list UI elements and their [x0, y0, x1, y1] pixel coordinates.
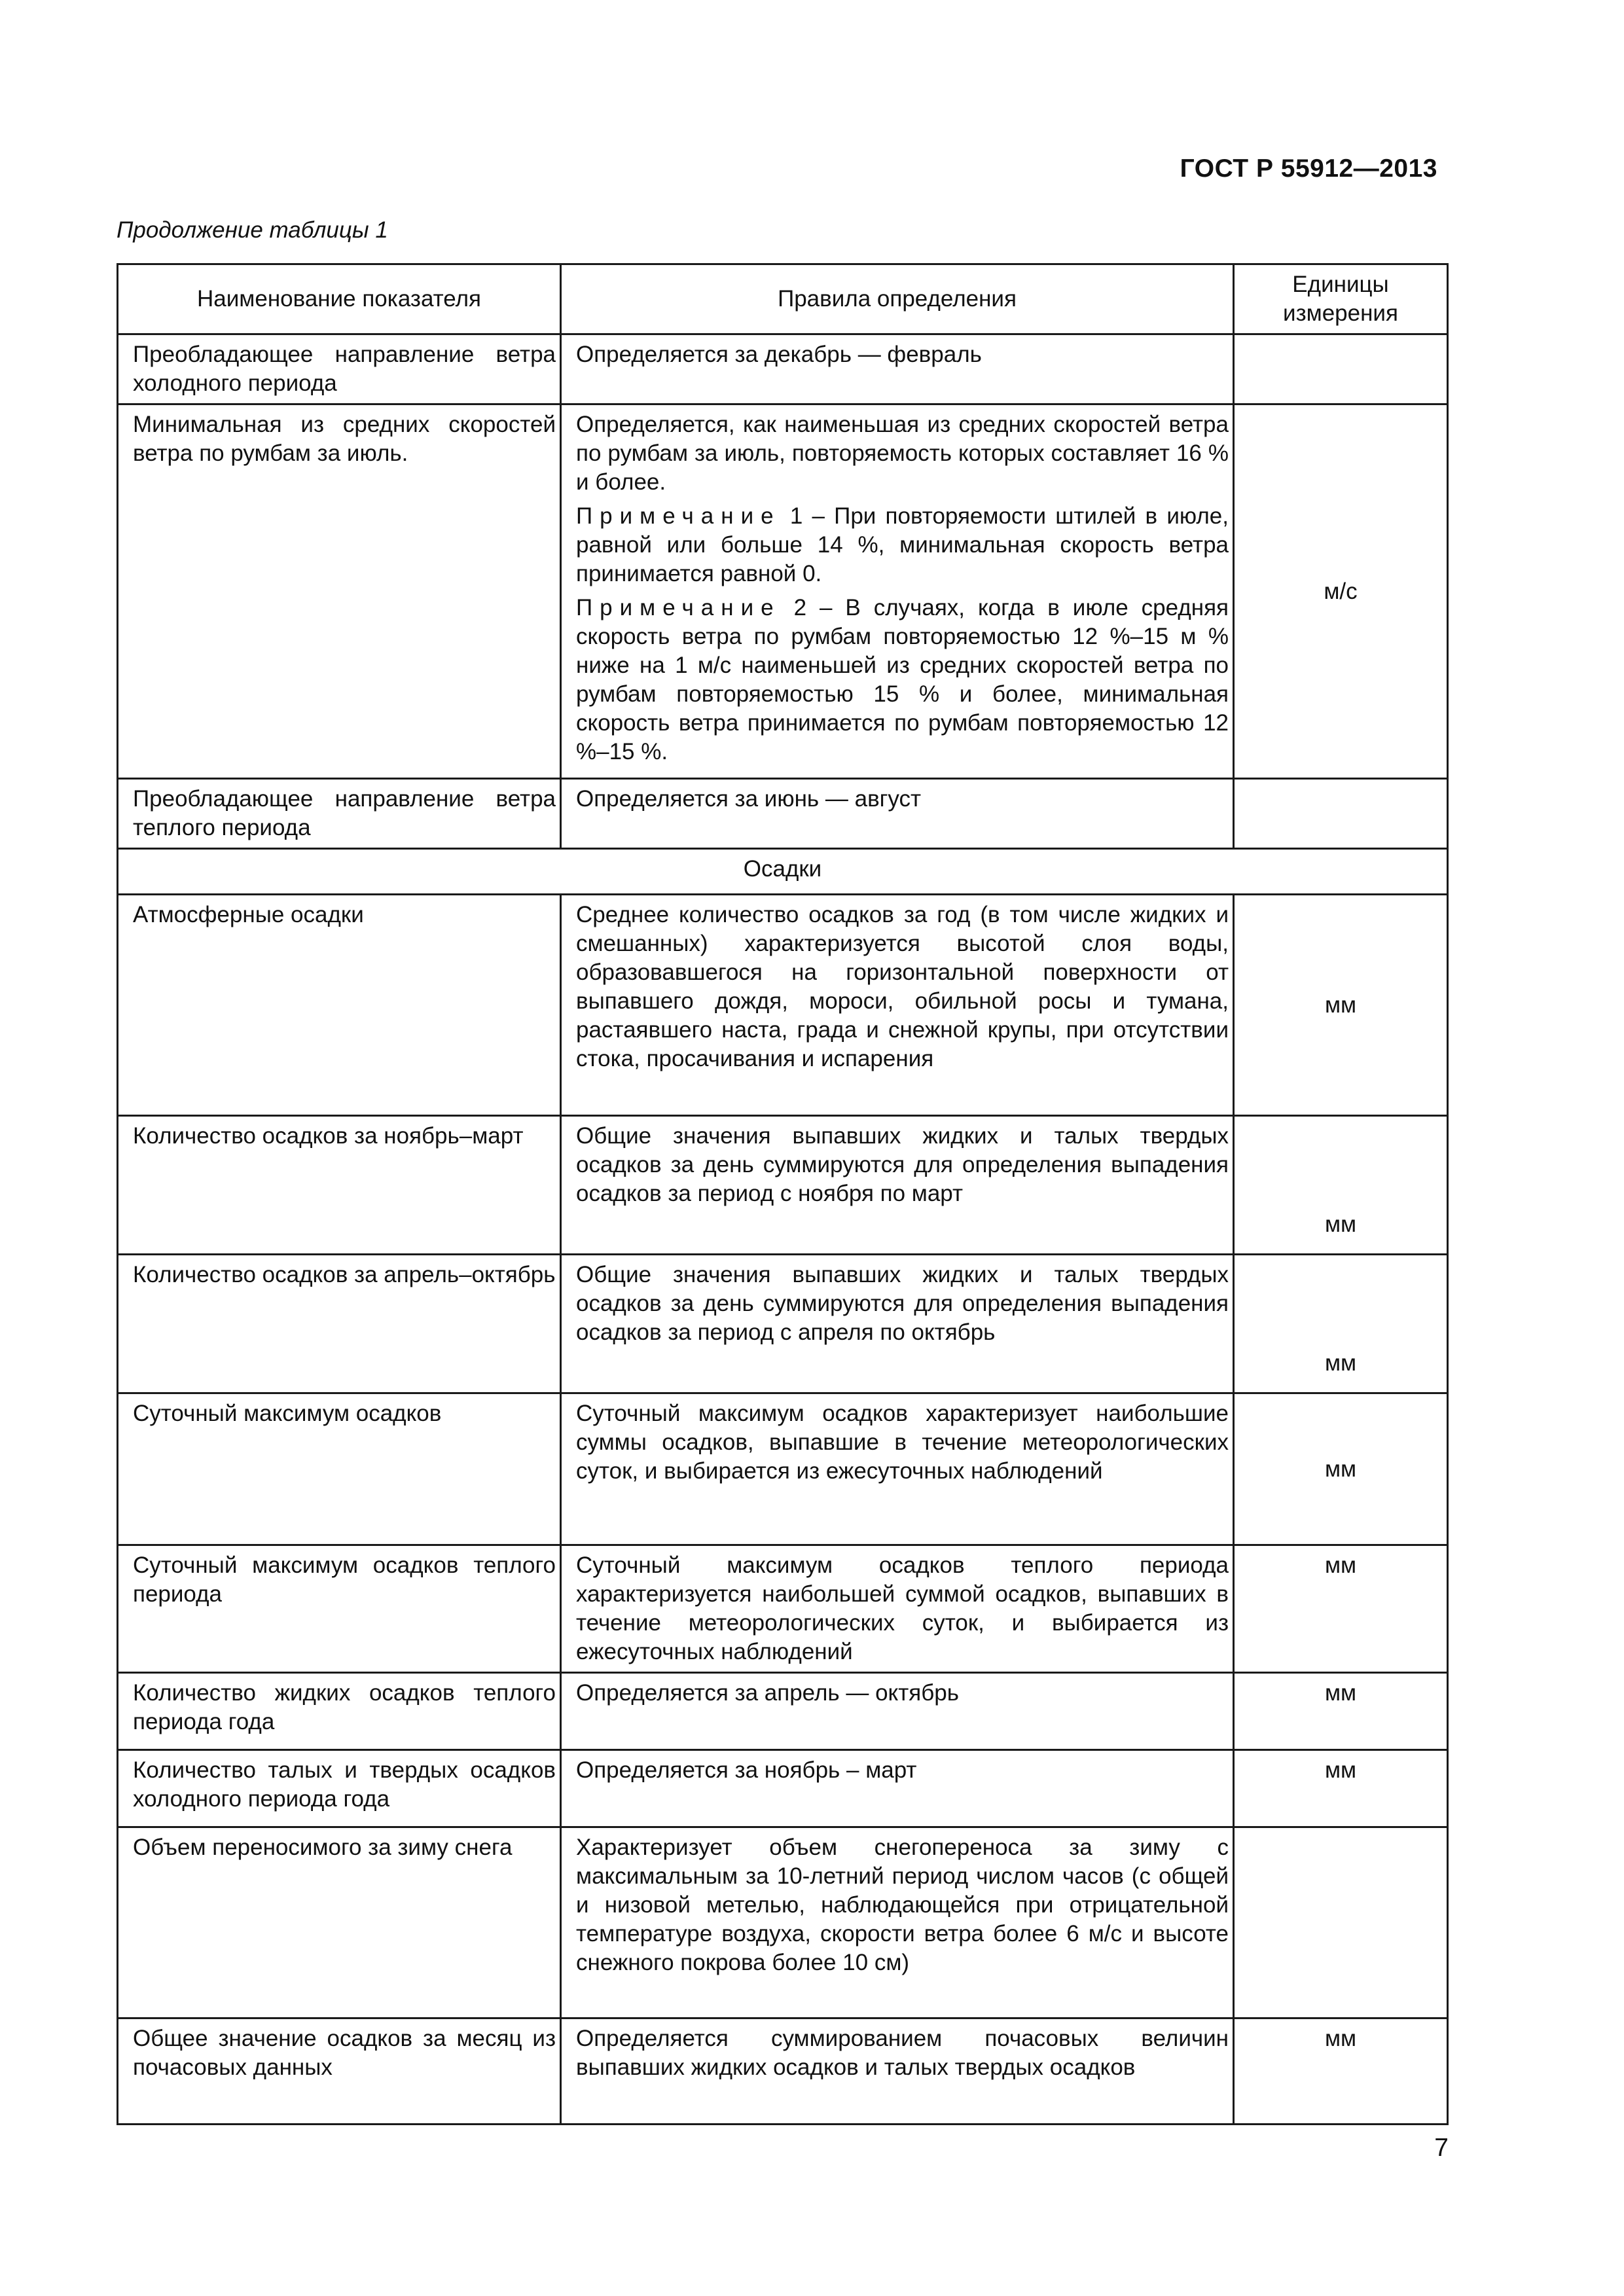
table-row: [118, 1673, 1448, 1750]
page-number: 7: [1434, 2134, 1449, 2162]
header-rules: Правила определения: [561, 264, 1234, 334]
indicator-rule: Определяется за декабрь — февраль: [561, 334, 1234, 404]
indicator-unit: [1234, 779, 1448, 849]
indicator-rule: Определяется за ноябрь – март: [561, 1750, 1234, 1827]
indicator-rule: Среднее количество осадков за год (в том числе жидких и смешанных) характеризуется высотой слоя воды, образовавшегося на горизонтальной поверхности от выпавшего дождя, мороси, обильной росы и тумана, растаявшего наста, града и снежной крупы, при отсутствии стока, просачивания и испарения: [561, 895, 1234, 1116]
indicator-rule: [561, 404, 1234, 779]
indicator-name: Суточный максимум осадков теплого периода: [118, 1545, 561, 1673]
table-row: [118, 895, 1448, 1116]
table-header-row: [118, 264, 1448, 334]
indicator-name: Атмосферные осадки: [118, 895, 561, 1116]
indicator-name: Количество осадков за ноябрь–март: [118, 1116, 561, 1255]
section-title: Осадки: [118, 849, 1448, 895]
table-row: [118, 1545, 1448, 1673]
indicator-rule: Общие значения выпавших жидких и талых твердых осадков за день суммируются для определения выпадения осадков за период с апреля по октябрь: [561, 1255, 1234, 1393]
indicator-unit: мм: [1234, 1750, 1448, 1827]
note-text: 1 – При повторяемости штилей в июле, равной или больше 14 %, минимальная скорость ветра принимается равной 0.: [576, 503, 1229, 586]
indicator-name: Общее значение осадков за месяц из почасовых данных: [118, 2018, 561, 2125]
header-units: Единицы измерения: [1234, 264, 1448, 334]
note-label: Примечание: [576, 503, 781, 529]
table-row: [118, 1750, 1448, 1827]
note-1: [576, 502, 1229, 588]
indicator-unit: мм: [1234, 1673, 1448, 1750]
indicator-rule: Определяется за июнь — август: [561, 779, 1234, 849]
indicator-unit: мм: [1234, 2018, 1448, 2125]
note-label: Примечание: [576, 595, 781, 620]
header-name: Наименование показателя: [118, 264, 561, 334]
indicator-unit: мм: [1234, 1393, 1448, 1545]
indicator-unit: мм: [1234, 1545, 1448, 1673]
document-header: ГОСТ Р 55912—2013: [1180, 154, 1437, 183]
table-row: [118, 334, 1448, 404]
indicator-name: Суточный максимум осадков: [118, 1393, 561, 1545]
indicator-name: Преобладающее направление ветра холодного периода: [118, 334, 561, 404]
table-row: [118, 779, 1448, 849]
table-caption: Продолжение таблицы 1: [117, 217, 388, 243]
indicator-rule: Суточный максимум осадков теплого периода характеризуется наибольшей суммой осадков, выпавших в течение метеорологических суток, и выбирается из ежесуточных наблюдений: [561, 1545, 1234, 1673]
table-row: [118, 404, 1448, 779]
indicator-unit: мм: [1234, 1116, 1448, 1255]
table-row: [118, 1116, 1448, 1255]
table-row: [118, 1255, 1448, 1393]
note-text: 2 – В случаях, когда в июле средняя скорость ветра по румбам повторяемостью 12 %–15 м % ниже на 1 м/с наименьшей из средних скоростей ветра по румбам повторяемостью 15 % и более, минимальная скорость ветра принимается по румбам повторяемостью 12 %–15 %.: [576, 595, 1229, 764]
indicator-unit: мм: [1234, 895, 1448, 1116]
indicator-rule: Определяется суммированием почасовых величин выпавших жидких осадков и талых твердых осадков: [561, 2018, 1234, 2125]
table-row: [118, 1393, 1448, 1545]
indicator-rule: Общие значения выпавших жидких и талых твердых осадков за день суммируются для определения выпадения осадков за период с ноября по март: [561, 1116, 1234, 1255]
indicator-unit: мм: [1234, 1255, 1448, 1393]
indicator-rule: Суточный максимум осадков характеризует наибольшие суммы осадков, выпавшие в течение метеорологических суток, и выбирается из ежесуточных наблюдений: [561, 1393, 1234, 1545]
table-row: [118, 1827, 1448, 2018]
table-row: [118, 2018, 1448, 2125]
indicator-name: Преобладающее направление ветра теплого периода: [118, 779, 561, 849]
indicator-unit: м/с: [1234, 404, 1448, 779]
indicator-name: Количество талых и твердых осадков холодного периода года: [118, 1750, 561, 1827]
note-2: [576, 594, 1229, 766]
indicator-rule: Характеризует объем снегопереноса за зиму с максимальным за 10-летний период числом часов (с общей и низовой метелью, наблюдающейся при отрицательной температуре воздуха, скорости ветра более 6 м/с и высоте снежного покрова более 10 см): [561, 1827, 1234, 2018]
indicator-name: Количество жидких осадков теплого периода года: [118, 1673, 561, 1750]
indicator-name: Объем переносимого за зиму снега: [118, 1827, 561, 2018]
indicator-name: Минимальная из средних скоростей ветра по румбам за июль.: [118, 404, 561, 779]
indicator-name: Количество осадков за апрель–октябрь: [118, 1255, 561, 1393]
indicator-unit: [1234, 334, 1448, 404]
indicators-table: [117, 263, 1449, 2125]
indicator-rule: Определяется за апрель — октябрь: [561, 1673, 1234, 1750]
rule-main-text: Определяется, как наименьшая из средних скоростей ветра по румбам за июль, повторяемость которых составляет 16 % и более.: [576, 412, 1229, 495]
section-row: [118, 849, 1448, 895]
indicator-unit: [1234, 1827, 1448, 2018]
